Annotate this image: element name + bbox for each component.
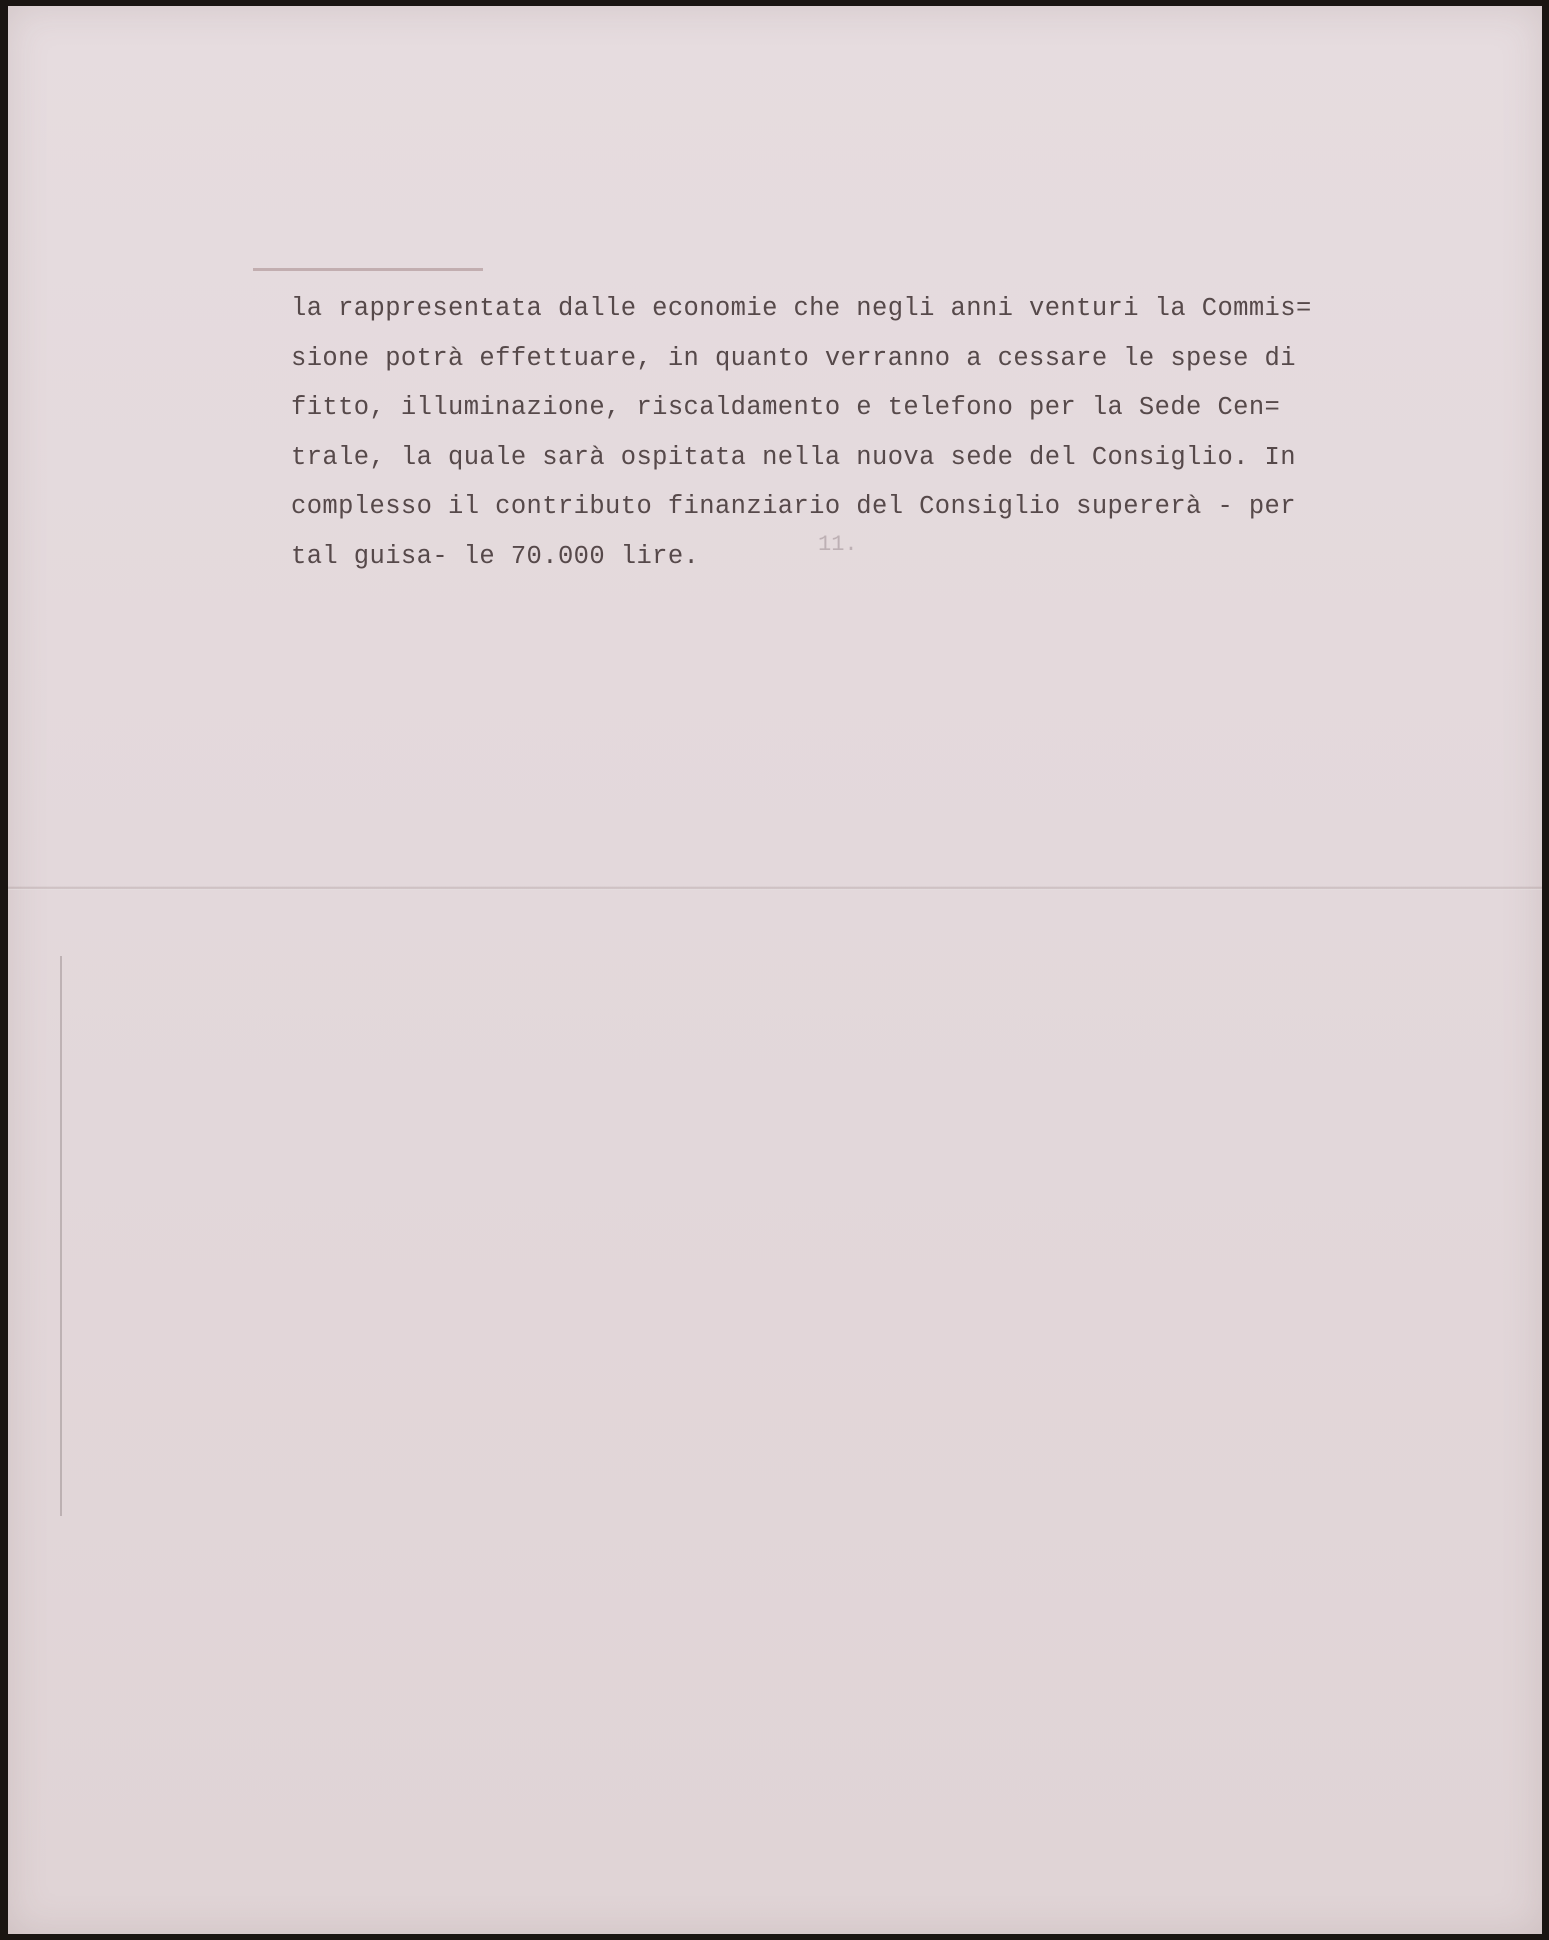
text-line: tal guisa- le 70.000 lire. (291, 541, 700, 571)
paper-fold (8, 886, 1542, 890)
text-line: fitto, illuminazione, riscaldamento e telefono per la Sede Cen= (291, 393, 1281, 422)
text-line: complesso il contributo finanziario del Consiglio supererà - per (291, 492, 1296, 521)
page-number-bleed: 11. (818, 532, 858, 557)
text-line: sione potrà effettuare, in quanto verranno a cessare le spese di (291, 343, 1296, 373)
paper-crease (60, 956, 62, 1516)
text-line: la rappresentata dalle economie che negli anni venturi la Commis= (291, 294, 1312, 323)
document-page (8, 6, 1542, 1934)
bleed-underline (253, 268, 483, 271)
text-line: trale, la quale sarà ospitata nella nuova sede del Consiglio. In (291, 442, 1296, 472)
